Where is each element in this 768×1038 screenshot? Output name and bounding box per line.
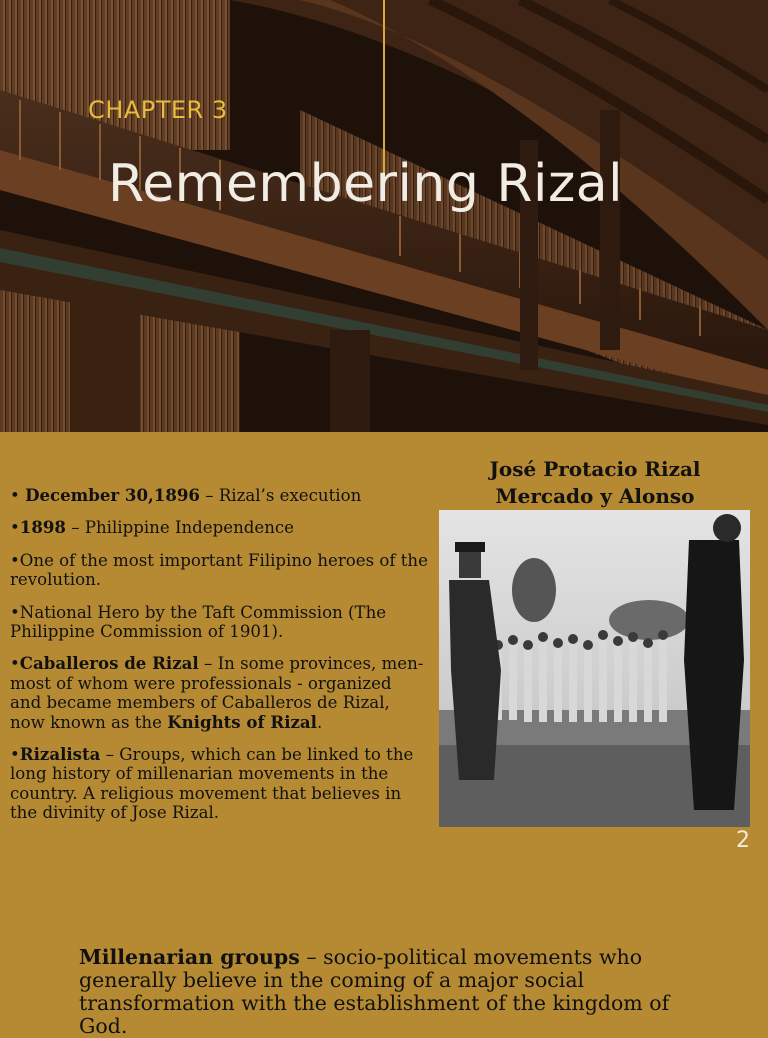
accent-vertical-line	[383, 0, 385, 178]
bullet-item: • December 30,1896 – Rizal’s execution	[10, 485, 362, 505]
execution-photo	[439, 510, 750, 827]
photo-caption: José Protacio Rizal Mercado y Alonso	[489, 457, 701, 508]
bullet-item: •Caballeros de Rizal – In some provinces, men-most of whom were professionals - organized and became members of Caballeros de Rizal, now known as the Knights of Rizal.	[10, 653, 424, 732]
bullet-item: •1898 – Philippine Independence	[10, 517, 294, 538]
page-number: 2	[736, 828, 750, 853]
title-slide	[0, 0, 768, 432]
bullet-item: •National Hero by the Taft Commission (The Philippine Commission of 1901).	[10, 602, 387, 642]
millenarian-definition	[79, 946, 704, 1038]
term: Millenarian groups	[79, 945, 300, 969]
bullet-item: •Rizalista – Groups, which can be linked to the long history of millenarian movements in the country. A religious movement that believes in the divinity of Jose Rizal.	[10, 744, 414, 823]
bullet-item: •One of the most important Filipino heroes of the revolution.	[10, 550, 428, 590]
content-slide	[0, 432, 768, 864]
bullet-list	[10, 486, 428, 836]
definition-slide	[0, 864, 768, 1038]
slide-title: Remembering Rizal	[108, 154, 624, 214]
chapter-label: CHAPTER 3	[88, 96, 228, 124]
definition-text: – socio-political movements who generally believe in the coming of a major social transformation with the establishment of the kingdom of God.	[79, 945, 670, 1038]
